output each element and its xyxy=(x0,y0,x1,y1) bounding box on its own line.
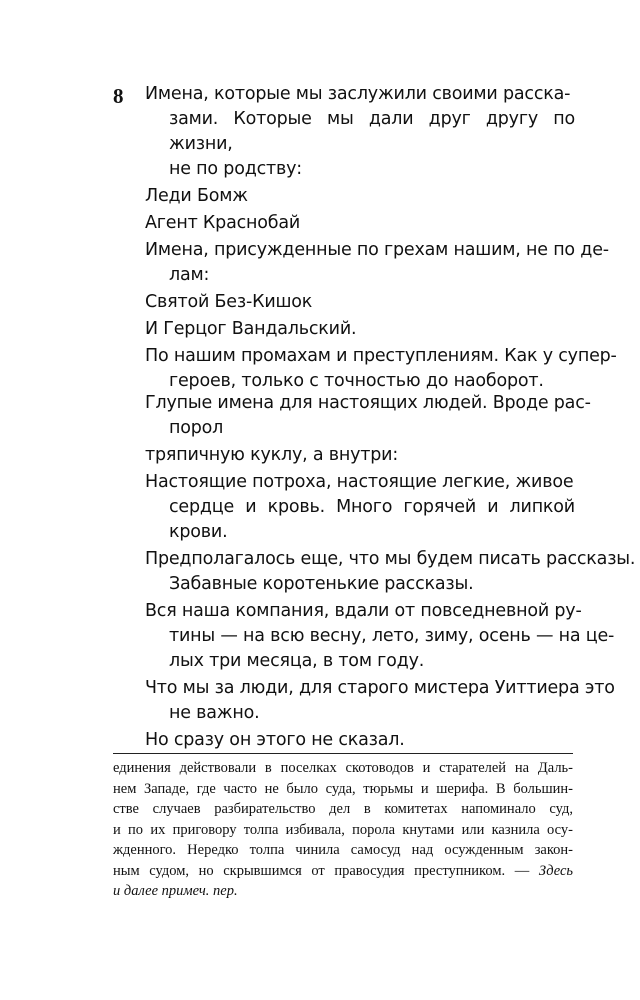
verse-line-14 xyxy=(145,728,575,753)
verse-cont: лам: xyxy=(169,265,210,285)
verse-line-2 xyxy=(145,184,575,209)
verse-line-6 xyxy=(145,317,575,342)
footnote xyxy=(113,758,573,902)
verse-line-9 xyxy=(145,443,575,468)
verse-cont: героев, только с точностью до наоборот. xyxy=(169,371,544,391)
footnote-line-with-italic xyxy=(113,861,573,882)
verse-line-12 xyxy=(145,599,615,674)
verse-cont: Забавные коротенькие рассказы. xyxy=(169,574,474,594)
verse-line-4 xyxy=(145,238,609,288)
verse-first: Предполагалось еще, что мы будем писать рассказы. xyxy=(145,549,636,569)
verse-first: И Герцог Вандальский. xyxy=(145,319,357,339)
footnote-line: стве случаев разбирательство дел в комитетах напоминало суд, xyxy=(113,801,573,817)
verse-cont: сердце и кровь. Много горячей и липкой xyxy=(169,497,575,517)
verse-cont: тины — на всю весну, лето, зиму, осень — на це- xyxy=(169,626,615,646)
verse-line-13 xyxy=(145,676,615,726)
footnote-divider xyxy=(113,753,573,754)
verse-line-11 xyxy=(145,547,636,597)
verse-line-8 xyxy=(145,391,591,441)
verse-line-7 xyxy=(145,344,617,394)
poem-block-1 xyxy=(145,82,617,394)
verse-first: Но сразу он этого не сказал. xyxy=(145,730,405,750)
verse-first: Имена, которые мы заслужили своими расска- xyxy=(145,84,571,104)
footnote-text: ным судом, но скрывшимся от правосудия преступником. — xyxy=(113,862,530,879)
verse-line-5 xyxy=(145,290,575,315)
verse-first: Агент Краснобай xyxy=(145,213,301,233)
verse-first: Настоящие потроха, настоящие легкие, живое xyxy=(145,472,574,492)
verse-line-10 xyxy=(145,470,575,545)
verse-cont: зами. Которые мы дали друг другу по жизни, xyxy=(169,109,575,154)
verse-first: Глупые имена для настоящих людей. Вроде рас- xyxy=(145,393,591,413)
verse-first: Вся наша компания, вдали от повседневной ру- xyxy=(145,601,582,621)
verse-first: По нашим промахам и преступлениям. Как у супер- xyxy=(145,346,617,366)
verse-first: Что мы за люди, для старого мистера Уиттиера это xyxy=(145,678,615,698)
verse-line-1 xyxy=(145,82,575,182)
footnote-line: жденного. Нередко толпа чинила самосуд над осужденным закон- xyxy=(113,842,573,858)
footnote-line: единения действовали в поселках скотоводов и старателей на Даль- xyxy=(113,760,573,776)
verse-cont: крови. xyxy=(169,522,228,542)
page-number: 8 xyxy=(113,84,124,108)
footnote-line: и по их приговору толпа избивала, порола кнутами или казнила осу- xyxy=(113,821,573,838)
verse-cont: не важно. xyxy=(169,703,260,723)
verse-first: Имена, присужденные по грехам нашим, не по де- xyxy=(145,240,609,260)
verse-first: Леди Бомж xyxy=(145,186,248,206)
footnote-line: нем Западе, где часто не было суда, тюрьмы и шерифа. В большин- xyxy=(113,780,573,797)
verse-first: тряпичную куклу, а внутри: xyxy=(145,445,399,465)
verse-cont: не по родству: xyxy=(169,159,302,179)
poem-block-2 xyxy=(145,391,636,753)
footnote-italic-tail: Здесь xyxy=(538,862,573,879)
footnote-italic-line: и далее примеч. пер. xyxy=(113,883,238,899)
verse-cont: лых три месяца, в том году. xyxy=(169,651,425,671)
verse-line-3 xyxy=(145,211,575,236)
verse-cont: порол xyxy=(169,418,224,438)
verse-first: Святой Без-Кишок xyxy=(145,292,313,312)
